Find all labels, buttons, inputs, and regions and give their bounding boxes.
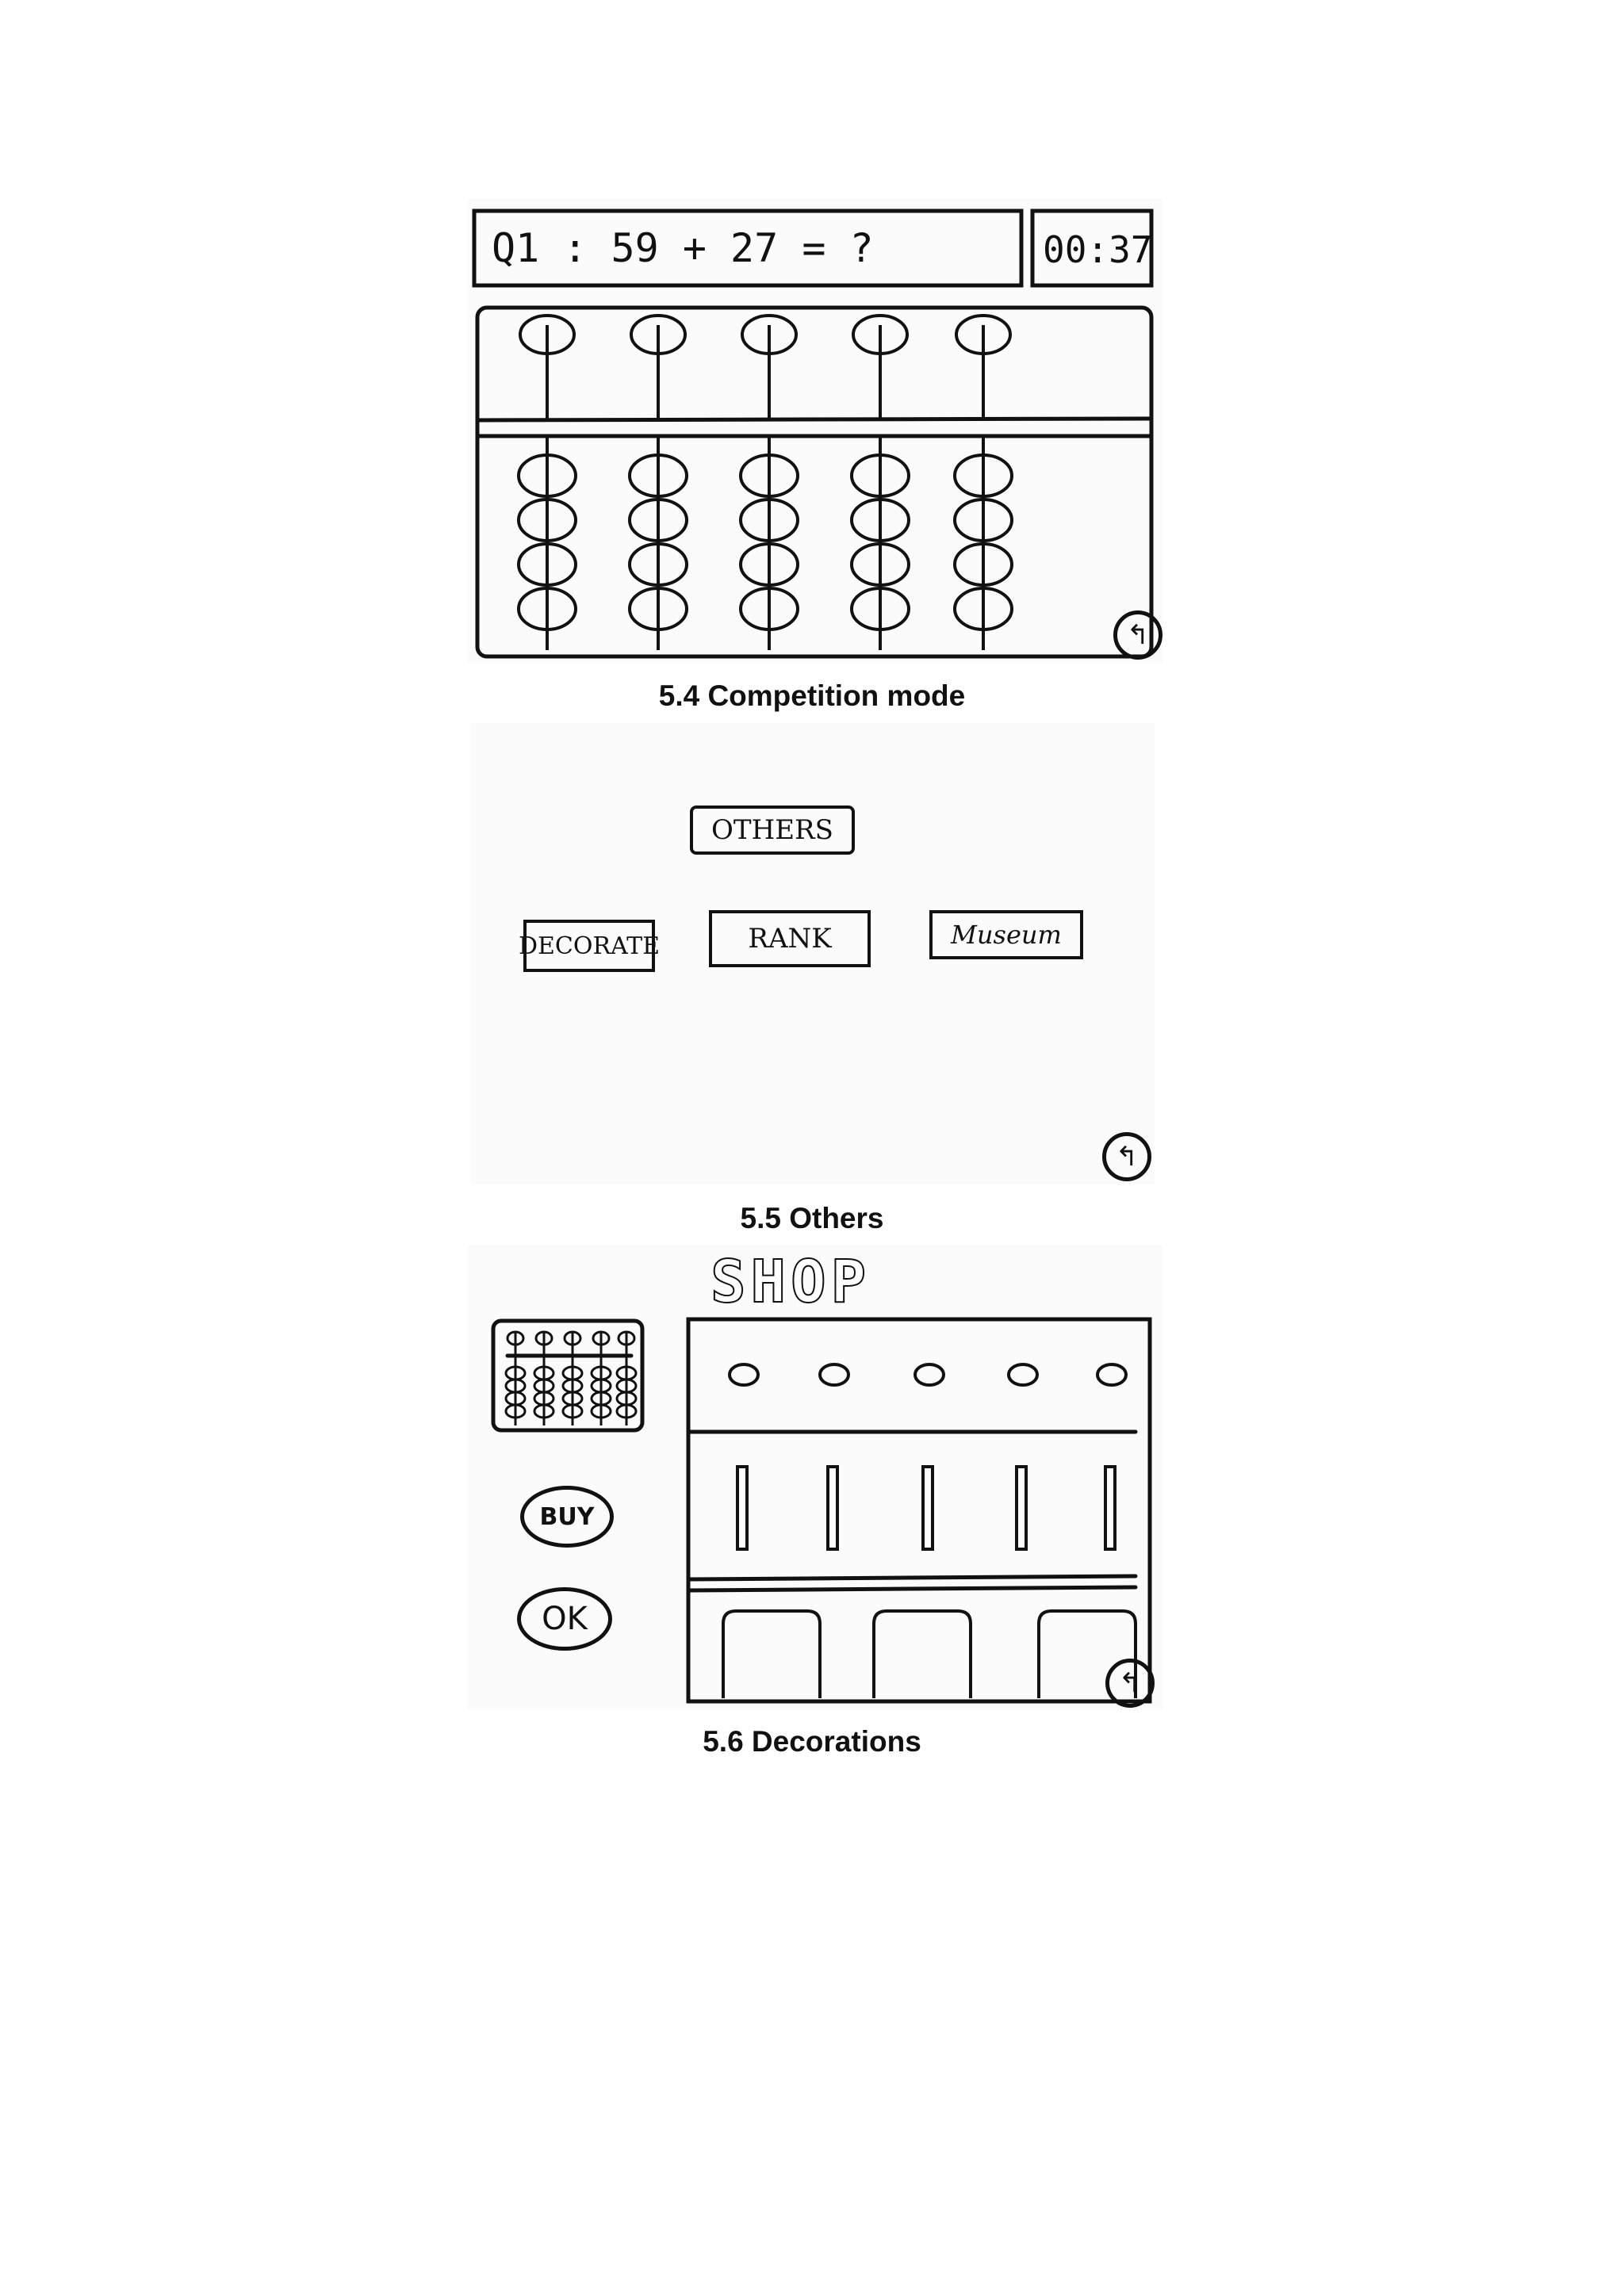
shop-bead-item: [1009, 1364, 1037, 1385]
question-text: Q1 : 59 + 27 = ?: [492, 225, 874, 271]
museum-button[interactable]: Museum: [929, 910, 1083, 959]
shop-rod-item: [923, 1467, 933, 1549]
caption-competition: 5.4 Competition mode: [658, 679, 966, 712]
shop-frame-item: [723, 1611, 820, 1698]
caption-decorations: 5.6 Decorations: [703, 1725, 921, 1758]
decorate-button[interactable]: DECORATE: [523, 920, 655, 972]
back-arrow-icon[interactable]: ↰: [1102, 1132, 1151, 1181]
timer-text: 00:37: [1043, 228, 1153, 271]
competition-sketch: [468, 198, 1162, 663]
ok-button[interactable]: OK: [517, 1587, 612, 1651]
others-title: OTHERS: [690, 806, 855, 855]
shop-rod-item: [737, 1467, 747, 1549]
rank-button[interactable]: RANK: [709, 910, 871, 967]
back-arrow-icon[interactable]: ↰: [1105, 1659, 1155, 1708]
buy-button[interactable]: BUY: [520, 1486, 614, 1548]
decorations-sketch: [468, 1245, 1162, 1709]
caption-others: 5.5 Others: [740, 1202, 884, 1234]
shop-bead-item: [915, 1364, 944, 1385]
shop-frame-item: [874, 1611, 971, 1698]
shop-rod-item: [828, 1467, 837, 1549]
shop-title: SHOP: [710, 1248, 871, 1316]
shop-bead-item: [1097, 1364, 1126, 1385]
shop-bead-item: [730, 1364, 758, 1385]
back-arrow-icon[interactable]: ↰: [1113, 610, 1162, 660]
others-sketch: [471, 723, 1155, 1184]
shop-rod-item: [1105, 1467, 1115, 1549]
shop-bead-item: [820, 1364, 848, 1385]
shop-rod-item: [1017, 1467, 1026, 1549]
